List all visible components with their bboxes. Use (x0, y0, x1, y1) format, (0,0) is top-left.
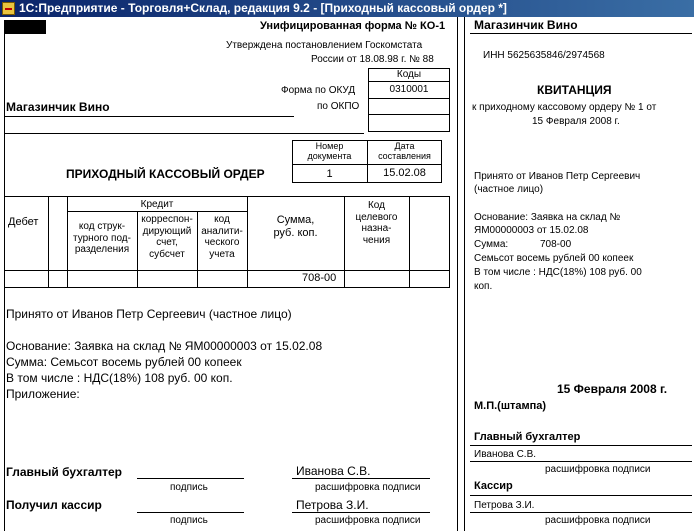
receipt-basis-line1: Основание: Заявка на склад № (474, 212, 621, 223)
approved-line-1: Утверждена постановлением Госкомстата (226, 40, 423, 51)
receipt-including-line1: В том числе : НДС(18%) 108 руб. 00 (474, 267, 642, 278)
sum-value: 708-00 (302, 272, 337, 284)
receipt-title: КВИТАНЦИЯ (537, 83, 612, 97)
col-sum-header: Сумма, руб. коп. (273, 214, 318, 239)
receipt-cashier-label: Кассир (474, 480, 513, 492)
codes-header: Коды (396, 69, 422, 80)
received-from: Принято от Иванов Петр Сергеевич (частное лицо) (6, 307, 292, 321)
amount-text: Сумма: Семьсот восемь рублей 00 копеек (6, 355, 242, 369)
receipt-organization: Магазинчик Вино (474, 18, 578, 32)
receipt-received-line2: (частное лицо) (474, 184, 544, 195)
chief-accountant-name: Иванова С.В. (296, 464, 371, 478)
app-logo-icon (2, 2, 15, 15)
doc-number-value: 1 (326, 168, 333, 180)
receipt-order-line1: к приходному кассовому ордеру № 1 от (472, 102, 657, 113)
cashier-received-label: Получил кассир (6, 498, 102, 512)
receipt-amount-label: Сумма: (474, 239, 509, 250)
col-analytic-header: код аналити- ческого учета (201, 214, 243, 260)
credit-header: Кредит (140, 199, 174, 210)
doc-date-value: 15.02.08 (383, 167, 426, 179)
receipt-inn: ИНН 5625635846/2974568 (483, 50, 605, 61)
chief-accountant-label: Главный бухгалтер (6, 465, 123, 479)
black-marker (4, 20, 46, 34)
receipt-including-line2: коп. (474, 281, 493, 292)
receipt-cashier-name: Петрова З.И. (474, 500, 535, 511)
receipt-received-line1: Принято от Иванов Петр Сергеевич (474, 171, 641, 182)
cashier-decipher-caption: расшифровка подписи (315, 515, 421, 526)
chief-decipher-caption: расшифровка подписи (315, 482, 421, 493)
debet-header: Дебет (8, 216, 39, 228)
col-corr-account-header: корреспон- дирующий счет, субсчет (141, 214, 193, 260)
receipt-date: 15 Февраля 2008 г. (557, 382, 668, 396)
receipt-stamp: М.П.(штампа) (474, 400, 547, 412)
cashier-signature-caption: подпись (170, 515, 208, 526)
receipt-chief-accountant-name: Иванова С.В. (474, 449, 537, 460)
receipt-amount-value: 708-00 (540, 239, 572, 250)
organization-name: Магазинчик Вино (6, 100, 110, 114)
receipt-chief-accountant-label: Главный бухгалтер (474, 431, 581, 443)
chief-signature-caption: подпись (170, 482, 208, 493)
doc-date-header: Дата составления (378, 141, 431, 162)
col-target-header: Код целевого назна- чения (355, 200, 398, 246)
basis-text: Основание: Заявка на склад № ЯМ00000003 от 15.02.08 (6, 339, 323, 353)
okpo-label: по ОКПО (317, 101, 360, 112)
receipt-cashier-decipher-caption: расшифровка подписи (545, 515, 651, 526)
doc-number-header: Номер документа (307, 141, 352, 162)
approved-line-2: России от 18.08.98 г. № 88 (311, 54, 434, 65)
including-text: В том числе : НДС(18%) 108 руб. 00 коп. (6, 371, 233, 385)
okud-label: Форма по ОКУД (281, 85, 356, 96)
window-titlebar[interactable] (0, 0, 694, 17)
receipt-order-line2: 15 Февраля 2008 г. (532, 116, 620, 127)
receipt-amount-words: Семьсот восемь рублей 00 копеек (474, 253, 634, 264)
col-subdivision-header: код струк- турного под- разделения (73, 221, 131, 255)
doc-title: ПРИХОДНЫЙ КАССОВЫЙ ОРДЕР (66, 167, 265, 181)
window-title: 1С:Предприятие - Торговля+Склад, редакция 9.2 - [Приходный кассовый ордер *] (19, 1, 507, 15)
cashier-name: Петрова З.И. (296, 498, 369, 512)
receipt-basis-line2: ЯМ00000003 от 15.02.08 (474, 225, 589, 236)
unified-form-label: Унифицированная форма № КО-1 (260, 20, 446, 32)
attachment-text: Приложение: (6, 387, 80, 401)
okud-value: 0310001 (389, 84, 429, 95)
receipt-chief-decipher-caption: расшифровка подписи (545, 464, 651, 475)
